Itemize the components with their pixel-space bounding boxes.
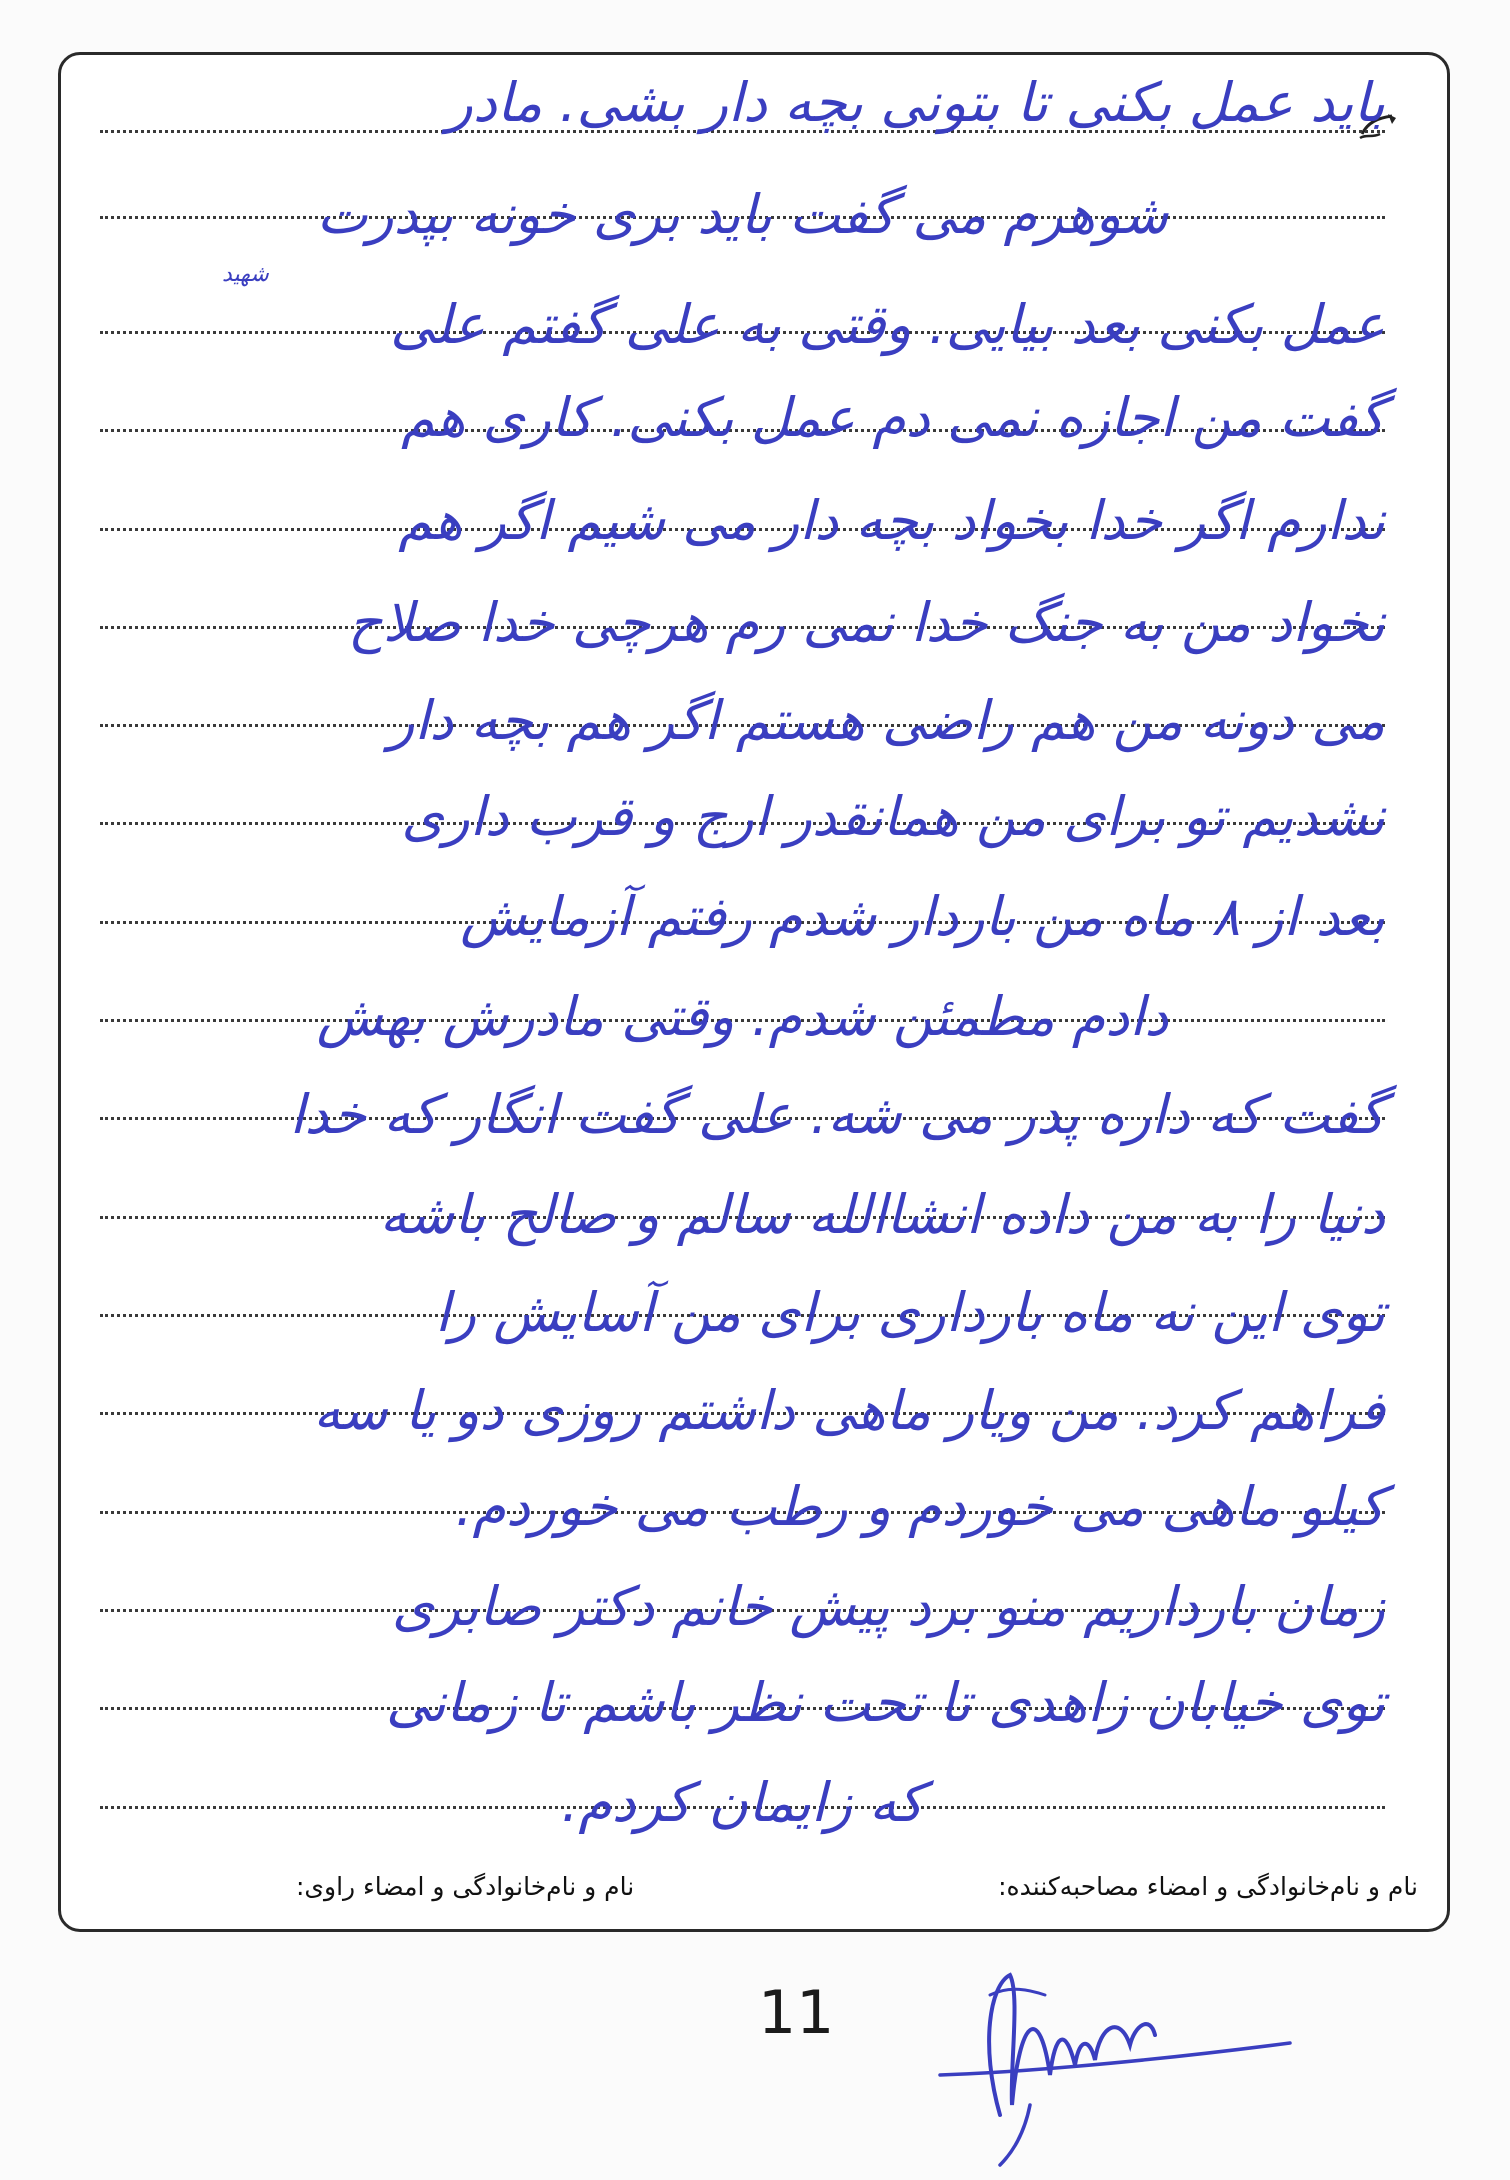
handwritten-line: نشدیم تو برای من همانقدر ارج و قرب داری (401, 785, 1385, 848)
handwritten-line: دنیا را به من داده انشاالله سالم و صالح باشه (379, 1183, 1385, 1246)
handwritten-line: که زایمان کردم. (561, 1771, 924, 1834)
handwritten-line: کیلو ماهی می خوردم و رطب می خوردم. (455, 1475, 1385, 1538)
margin-annotation: شهید (222, 262, 269, 287)
page-number: 11 (758, 1978, 835, 2048)
narrator-signature-label: نام و نام‌خانوادگی و امضاء راوی: (296, 1872, 635, 1901)
handwritten-signature-icon (880, 1955, 1300, 2175)
handwritten-line: توی این نه ماه بارداری برای من آسایش را (434, 1281, 1385, 1344)
handwritten-line: باید عمل بکنی تا بتونی بچه دار بشی. مادر (446, 71, 1385, 134)
handwritten-line: شوهرم می گفت باید بری خونه بپدرت (316, 183, 1169, 246)
handwritten-line: گفت که داره پدر می شه. علی گفت انگار که خدا (289, 1083, 1385, 1146)
handwritten-line: ندارم اگر خدا بخواد بچه دار می شیم اگر هم (398, 489, 1385, 552)
handwritten-line: زمان بارداریم منو برد پیش خانم دکتر صابری (391, 1575, 1385, 1638)
handwritten-line: گفت من اجازه نمی دم عمل بکنی. کاری هم (401, 386, 1385, 449)
handwritten-line: دادم مطمئن شدم. وقتی مادرش بهش (316, 985, 1169, 1048)
handwritten-line: عمل بکنی بعد بیایی. وقتی به علی گفتم علی (390, 293, 1385, 356)
handwritten-line: توی خیابان زاهدی تا تحت نظر باشم تا زمانی (385, 1671, 1385, 1734)
handwritten-line: بعد از ۸ ماه من باردار شدم رفتم آزمایش (460, 885, 1385, 948)
interviewer-signature-label: نام و نام‌خانوادگی و امضاء مصاحبه‌کننده: (998, 1872, 1418, 1901)
handwritten-line: نخواد من به جنگ خدا نمی رم هرچی خدا صلاح (347, 591, 1385, 654)
handwritten-line: می دونه من هم راضی هستم اگر هم بچه دار (388, 689, 1385, 752)
handwritten-line: فراهم کرد. من ویار ماهی داشتم روزی دو یا سه (313, 1379, 1385, 1442)
